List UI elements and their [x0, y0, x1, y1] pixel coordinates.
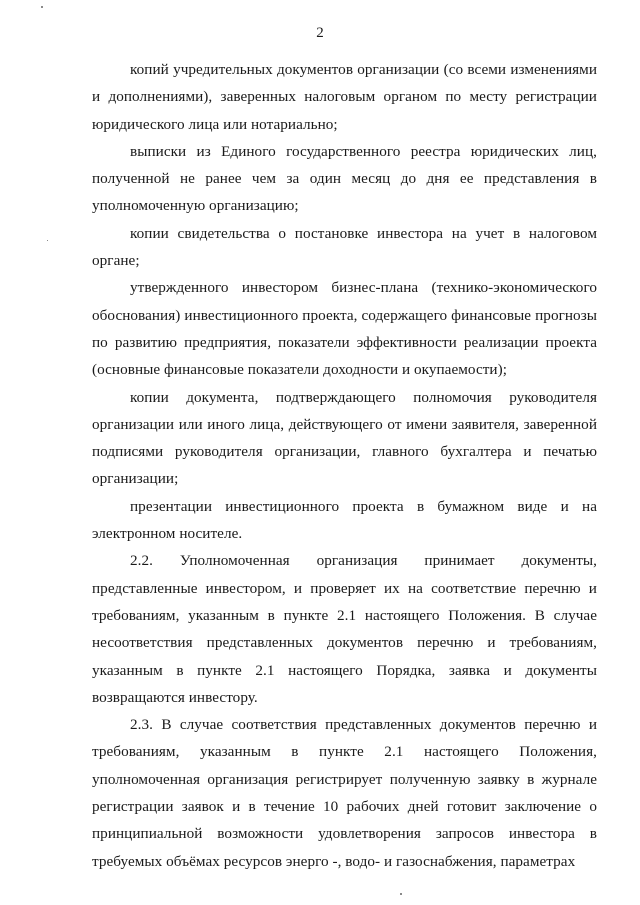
scan-mark-left	[47, 240, 48, 241]
paragraph-founding-documents: копий учредительных документов организации (со всеми изменениями и дополнениями), заверенных налоговым органом по месту регистрации юридического лица или нотариально;	[92, 61, 597, 133]
document-body	[92, 56, 597, 875]
scan-mark-bottom	[400, 893, 402, 895]
page-number: 2	[316, 25, 324, 41]
paragraph-registry-extract: выписки из Единого государственного реестра юридических лиц, полученной не ранее чем за один месяц до дня ее представления в уполномоченную организацию;	[92, 142, 597, 215]
paragraph-business-plan: утвержденного инвестором бизнес-плана (технико-экономического обоснования) инвестиционного проекта, содержащего финансовые прогнозы по развитию предприятия, показатели эффективности реализации проекта (основные финансовые показатели доходности и окупаемости);	[92, 279, 597, 379]
scan-mark-top-left	[41, 6, 43, 8]
paragraph-section-2-2: 2.2. Уполномоченная организация принимает документы, представленные инвестором, и проверяет их на соответствие перечню и требованиям, указанным в пункте 2.1 настоящего Положения. В случае несоответствия представленных документов перечню и требованиям, указанным в пункте 2.1 настоящего Порядка, заявка и документы возвращаются инвестору.	[92, 552, 597, 706]
paragraph-authority-document: копии документа, подтверждающего полномочия руководителя организации или иного лица, действующего от имени заявителя, заверенной подписями руководителя организации, главного бухгалтера и печатью организации;	[92, 388, 597, 488]
paragraph-section-2-3: 2.3. В случае соответствия представленных документов перечню и требованиям, указанным в пункте 2.1 настоящего Положения, уполномоченная организация регистрирует полученную заявку в журнале регистрации заявок и в течение 10 рабочих дней готовит заключение о принципиальной возможности удовлетворения запросов инвестора в требуемых объёмах ресурсов энерго -, водо- и газоснабжения, параметрах	[92, 716, 597, 870]
paragraph-tax-certificate: копии свидетельства о постановке инвестора на учет в налоговом органе;	[92, 224, 597, 270]
paragraph-presentation: презентации инвестиционного проекта в бумажном виде и на электронном носителе.	[92, 497, 597, 543]
